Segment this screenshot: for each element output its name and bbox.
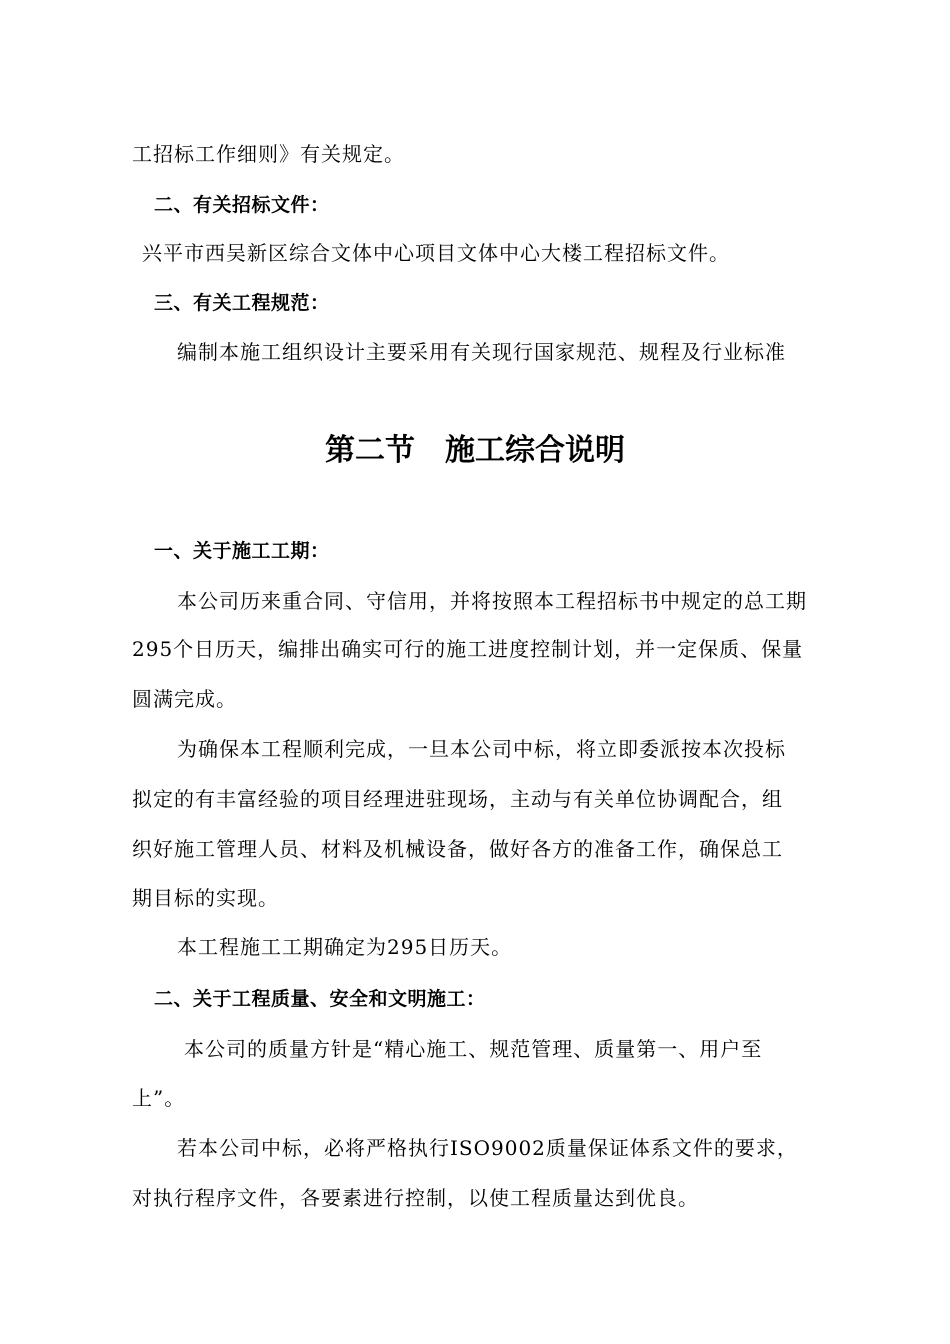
paragraph-line: 若本公司中标，必将严格执行ISO9002质量保证体系文件的要求，	[177, 1136, 798, 1160]
paragraph-line: 期目标的实现。	[132, 886, 279, 910]
paragraph-line: 本公司历来重合同、守信用，并将按照本工程招标书中规定的总工期	[177, 589, 807, 613]
paragraph-line: 对执行程序文件，各要素进行控制，以使工程质量达到优良。	[132, 1186, 699, 1210]
paragraph-line: 本公司的质量方针是“精心施工、规范管理、质量第一、用户至	[184, 1037, 763, 1061]
paragraph-line: 编制本施工组织设计主要采用有关现行国家规范、规程及行业标准	[177, 340, 786, 364]
paragraph-line: 295个日历天，编排出确实可行的施工进度控制计划，并一定保质、保量	[132, 637, 804, 661]
subheading-quality-safety: 二、关于工程质量、安全和文明施工：	[154, 988, 486, 1010]
paragraph-line: 拟定的有丰富经验的项目经理进驻现场，主动与有关单位协调配合，组	[132, 787, 783, 811]
paragraph-line: 上”。	[132, 1086, 186, 1110]
section-title: 第二节 施工综合说明	[325, 433, 625, 468]
paragraph-line: 兴平市西吴新区综合文体中心项目文体中心大楼工程招标文件。	[142, 241, 730, 265]
subheading-engineering-standards: 三、有关工程规范：	[154, 292, 330, 314]
paragraph-line: 为确保本工程顺利完成，一旦本公司中标，将立即委派按本次投标	[177, 737, 786, 761]
paragraph-line: 圆满完成。	[132, 687, 237, 711]
paragraph-line: 本工程施工工期确定为295日历天。	[177, 935, 513, 959]
paragraph-line: 织好施工管理人员、材料及机械设备，做好各方的准备工作，确保总工	[132, 837, 783, 861]
paragraph-line: 工招标工作细则》有关规定。	[132, 142, 405, 166]
subheading-bidding-documents: 二、有关招标文件：	[154, 194, 330, 216]
subheading-construction-period: 一、关于施工工期：	[154, 540, 330, 562]
